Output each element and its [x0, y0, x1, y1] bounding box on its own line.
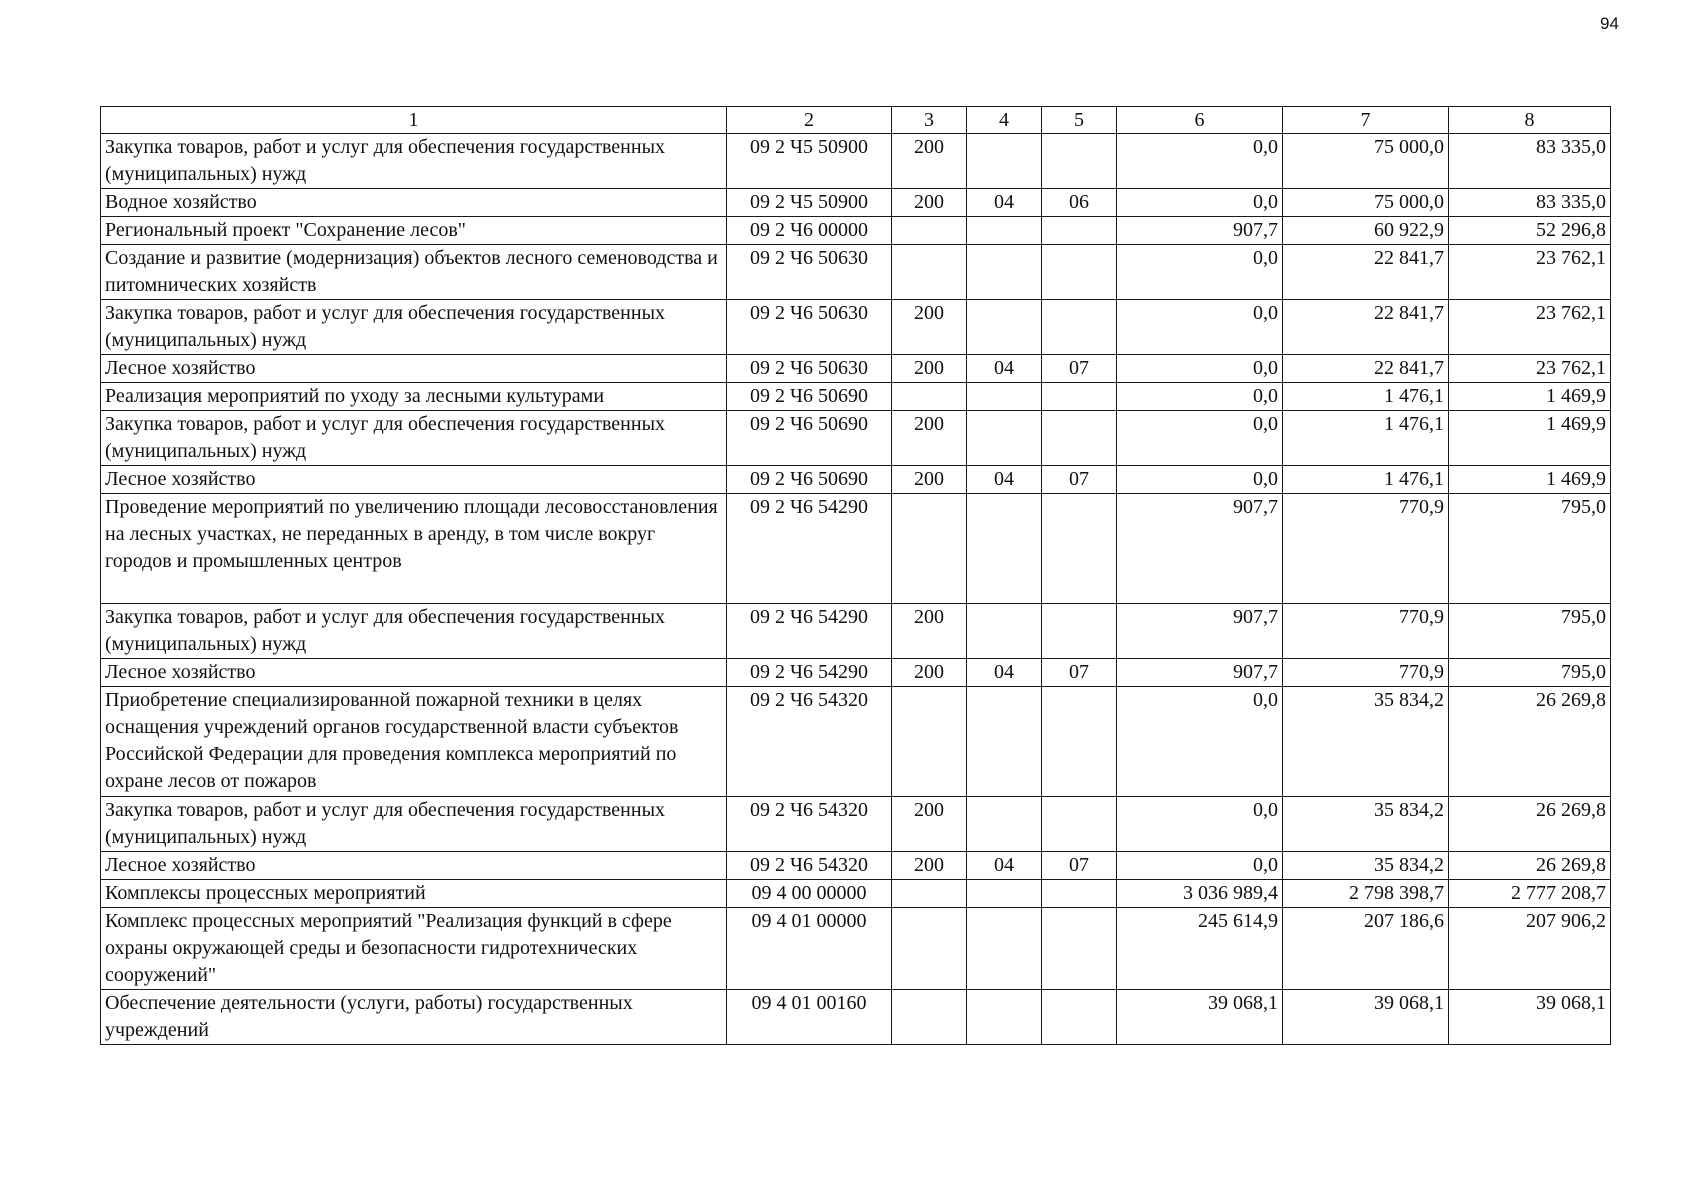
amount-col7-cell: 1 476,1	[1283, 411, 1449, 466]
subsection-cell	[1042, 300, 1117, 355]
amount-col6-cell: 0,0	[1117, 411, 1283, 466]
target-code-cell: 09 4 01 00160	[727, 990, 892, 1045]
expense-type-cell: 200	[892, 300, 967, 355]
expense-type-cell: 200	[892, 355, 967, 383]
subsection-cell: 07	[1042, 466, 1117, 494]
amount-col7-cell: 207 186,6	[1283, 908, 1449, 990]
target-code-cell: 09 2 Ч6 54320	[727, 852, 892, 880]
expense-type-cell: 200	[892, 466, 967, 494]
section-cell	[967, 134, 1042, 189]
section-cell	[967, 494, 1042, 604]
subsection-cell	[1042, 990, 1117, 1045]
item-name-cell: Лесное хозяйство	[101, 659, 727, 687]
expense-type-cell	[892, 217, 967, 245]
target-code-cell: 09 2 Ч5 50900	[727, 189, 892, 217]
target-code-cell: 09 2 Ч6 50690	[727, 466, 892, 494]
section-cell	[967, 300, 1042, 355]
item-name-cell: Реализация мероприятий по уходу за лесными культурами	[101, 383, 727, 411]
header-cell: 1	[101, 107, 727, 134]
table-row	[101, 466, 1611, 494]
item-name-cell: Комплекс процессных мероприятий "Реализация функций в сфере охраны окружающей среды и безопасности гидротехнических сооружений"	[101, 908, 727, 990]
header-cell: 8	[1449, 107, 1611, 134]
target-code-cell: 09 2 Ч6 54290	[727, 659, 892, 687]
table-row	[101, 797, 1611, 852]
section-cell	[967, 687, 1042, 797]
item-name-cell: Закупка товаров, работ и услуг для обеспечения государственных (муниципальных) нужд	[101, 411, 727, 466]
page-number: 94	[1600, 14, 1619, 33]
table-row	[101, 411, 1611, 466]
table-row	[101, 134, 1611, 189]
item-name-cell: Региональный проект "Сохранение лесов"	[101, 217, 727, 245]
section-cell	[967, 908, 1042, 990]
amount-col6-cell: 0,0	[1117, 466, 1283, 494]
target-code-cell: 09 2 Ч6 50630	[727, 245, 892, 300]
expense-type-cell	[892, 990, 967, 1045]
section-cell: 04	[967, 852, 1042, 880]
header-cell: 2	[727, 107, 892, 134]
amount-col8-cell: 26 269,8	[1449, 852, 1611, 880]
expense-type-cell: 200	[892, 411, 967, 466]
item-name-cell: Проведение мероприятий по увеличению площади лесовосстановления на лесных участках, не переданных в аренду, в том числе вокруг городов и промышленных центров	[101, 494, 727, 604]
amount-col7-cell: 35 834,2	[1283, 852, 1449, 880]
table-row	[101, 189, 1611, 217]
expense-type-cell	[892, 908, 967, 990]
section-cell: 04	[967, 355, 1042, 383]
target-code-cell: 09 2 Ч6 50630	[727, 355, 892, 383]
amount-col7-cell: 75 000,0	[1283, 189, 1449, 217]
amount-col7-cell: 22 841,7	[1283, 300, 1449, 355]
amount-col8-cell: 83 335,0	[1449, 134, 1611, 189]
item-name-cell: Приобретение специализированной пожарной техники в целях оснащения учреждений органов государственной власти субъектов Российской Федерации для проведения комплекса мероприятий по охране лесов от пожаров	[101, 687, 727, 797]
amount-col8-cell: 26 269,8	[1449, 687, 1611, 797]
section-cell	[967, 383, 1042, 411]
header-cell: 4	[967, 107, 1042, 134]
table-row	[101, 217, 1611, 245]
table-row	[101, 300, 1611, 355]
amount-col8-cell: 83 335,0	[1449, 189, 1611, 217]
item-name-cell: Закупка товаров, работ и услуг для обеспечения государственных (муниципальных) нужд	[101, 134, 727, 189]
item-name-cell: Водное хозяйство	[101, 189, 727, 217]
amount-col6-cell: 0,0	[1117, 852, 1283, 880]
section-cell: 04	[967, 659, 1042, 687]
subsection-cell	[1042, 494, 1117, 604]
amount-col7-cell: 35 834,2	[1283, 797, 1449, 852]
amount-col7-cell: 770,9	[1283, 604, 1449, 659]
expense-type-cell: 200	[892, 797, 967, 852]
amount-col7-cell: 770,9	[1283, 659, 1449, 687]
subsection-cell: 07	[1042, 659, 1117, 687]
header-cell: 6	[1117, 107, 1283, 134]
amount-col6-cell: 907,7	[1117, 659, 1283, 687]
amount-col6-cell: 907,7	[1117, 604, 1283, 659]
amount-col7-cell: 35 834,2	[1283, 687, 1449, 797]
section-cell: 04	[967, 466, 1042, 494]
target-code-cell: 09 2 Ч6 50690	[727, 411, 892, 466]
amount-col7-cell: 2 798 398,7	[1283, 880, 1449, 908]
amount-col8-cell: 23 762,1	[1449, 300, 1611, 355]
section-cell	[967, 880, 1042, 908]
item-name-cell: Комплексы процессных мероприятий	[101, 880, 727, 908]
amount-col6-cell: 245 614,9	[1117, 908, 1283, 990]
amount-col6-cell: 0,0	[1117, 300, 1283, 355]
subsection-cell	[1042, 245, 1117, 300]
table-row	[101, 687, 1611, 797]
table-row	[101, 880, 1611, 908]
item-name-cell: Лесное хозяйство	[101, 355, 727, 383]
table-body	[101, 134, 1611, 1045]
amount-col8-cell: 1 469,9	[1449, 411, 1611, 466]
amount-col7-cell: 1 476,1	[1283, 383, 1449, 411]
subsection-cell	[1042, 797, 1117, 852]
amount-col7-cell: 60 922,9	[1283, 217, 1449, 245]
section-cell: 04	[967, 189, 1042, 217]
header-cell: 5	[1042, 107, 1117, 134]
subsection-cell	[1042, 880, 1117, 908]
amount-col6-cell: 0,0	[1117, 383, 1283, 411]
table-row	[101, 383, 1611, 411]
amount-col6-cell: 3 036 989,4	[1117, 880, 1283, 908]
amount-col7-cell: 39 068,1	[1283, 990, 1449, 1045]
expense-type-cell: 200	[892, 189, 967, 217]
budget-table	[100, 106, 1611, 1045]
expense-type-cell: 200	[892, 134, 967, 189]
target-code-cell: 09 2 Ч5 50900	[727, 134, 892, 189]
amount-col6-cell: 0,0	[1117, 134, 1283, 189]
table-row	[101, 355, 1611, 383]
table-row	[101, 908, 1611, 990]
expense-type-cell: 200	[892, 659, 967, 687]
amount-col7-cell: 75 000,0	[1283, 134, 1449, 189]
amount-col6-cell: 0,0	[1117, 355, 1283, 383]
item-name-cell: Закупка товаров, работ и услуг для обеспечения государственных (муниципальных) нужд	[101, 300, 727, 355]
expense-type-cell	[892, 880, 967, 908]
target-code-cell: 09 4 00 00000	[727, 880, 892, 908]
target-code-cell: 09 2 Ч6 00000	[727, 217, 892, 245]
amount-col8-cell: 2 777 208,7	[1449, 880, 1611, 908]
item-name-cell: Закупка товаров, работ и услуг для обеспечения государственных (муниципальных) нужд	[101, 604, 727, 659]
item-name-cell: Лесное хозяйство	[101, 852, 727, 880]
amount-col8-cell: 26 269,8	[1449, 797, 1611, 852]
item-name-cell: Закупка товаров, работ и услуг для обеспечения государственных (муниципальных) нужд	[101, 797, 727, 852]
amount-col8-cell: 1 469,9	[1449, 466, 1611, 494]
amount-col7-cell: 770,9	[1283, 494, 1449, 604]
subsection-cell	[1042, 908, 1117, 990]
amount-col8-cell: 23 762,1	[1449, 355, 1611, 383]
expense-type-cell	[892, 687, 967, 797]
subsection-cell	[1042, 687, 1117, 797]
table-row	[101, 604, 1611, 659]
header-row	[101, 107, 1611, 134]
amount-col6-cell: 907,7	[1117, 494, 1283, 604]
section-cell	[967, 797, 1042, 852]
amount-col7-cell: 22 841,7	[1283, 355, 1449, 383]
section-cell	[967, 411, 1042, 466]
expense-type-cell	[892, 245, 967, 300]
target-code-cell: 09 2 Ч6 54290	[727, 604, 892, 659]
subsection-cell	[1042, 411, 1117, 466]
amount-col7-cell: 22 841,7	[1283, 245, 1449, 300]
amount-col6-cell: 39 068,1	[1117, 990, 1283, 1045]
subsection-cell	[1042, 134, 1117, 189]
table-row	[101, 245, 1611, 300]
target-code-cell: 09 2 Ч6 54320	[727, 797, 892, 852]
table-row	[101, 990, 1611, 1045]
amount-col6-cell: 0,0	[1117, 189, 1283, 217]
subsection-cell	[1042, 217, 1117, 245]
amount-col8-cell: 795,0	[1449, 659, 1611, 687]
table-row	[101, 852, 1611, 880]
section-cell	[967, 604, 1042, 659]
expense-type-cell: 200	[892, 604, 967, 659]
item-name-cell: Обеспечение деятельности (услуги, работы) государственных учреждений	[101, 990, 727, 1045]
subsection-cell	[1042, 383, 1117, 411]
expense-type-cell	[892, 383, 967, 411]
target-code-cell: 09 2 Ч6 50690	[727, 383, 892, 411]
section-cell	[967, 245, 1042, 300]
table-row	[101, 494, 1611, 604]
amount-col6-cell: 0,0	[1117, 797, 1283, 852]
amount-col8-cell: 23 762,1	[1449, 245, 1611, 300]
section-cell	[967, 217, 1042, 245]
target-code-cell: 09 2 Ч6 50630	[727, 300, 892, 355]
amount-col8-cell: 795,0	[1449, 604, 1611, 659]
target-code-cell: 09 2 Ч6 54320	[727, 687, 892, 797]
subsection-cell	[1042, 604, 1117, 659]
item-name-cell: Создание и развитие (модернизация) объектов лесного семеноводства и питомнических хозяйств	[101, 245, 727, 300]
item-name-cell: Лесное хозяйство	[101, 466, 727, 494]
amount-col8-cell: 795,0	[1449, 494, 1611, 604]
target-code-cell: 09 4 01 00000	[727, 908, 892, 990]
header-cell: 3	[892, 107, 967, 134]
amount-col8-cell: 52 296,8	[1449, 217, 1611, 245]
amount-col8-cell: 1 469,9	[1449, 383, 1611, 411]
table-row	[101, 659, 1611, 687]
section-cell	[967, 990, 1042, 1045]
subsection-cell: 07	[1042, 852, 1117, 880]
expense-type-cell: 200	[892, 852, 967, 880]
amount-col6-cell: 0,0	[1117, 245, 1283, 300]
amount-col6-cell: 907,7	[1117, 217, 1283, 245]
subsection-cell: 06	[1042, 189, 1117, 217]
target-code-cell: 09 2 Ч6 54290	[727, 494, 892, 604]
header-cell: 7	[1283, 107, 1449, 134]
amount-col7-cell: 1 476,1	[1283, 466, 1449, 494]
amount-col8-cell: 39 068,1	[1449, 990, 1611, 1045]
amount-col8-cell: 207 906,2	[1449, 908, 1611, 990]
subsection-cell: 07	[1042, 355, 1117, 383]
expense-type-cell	[892, 494, 967, 604]
amount-col6-cell: 0,0	[1117, 687, 1283, 797]
